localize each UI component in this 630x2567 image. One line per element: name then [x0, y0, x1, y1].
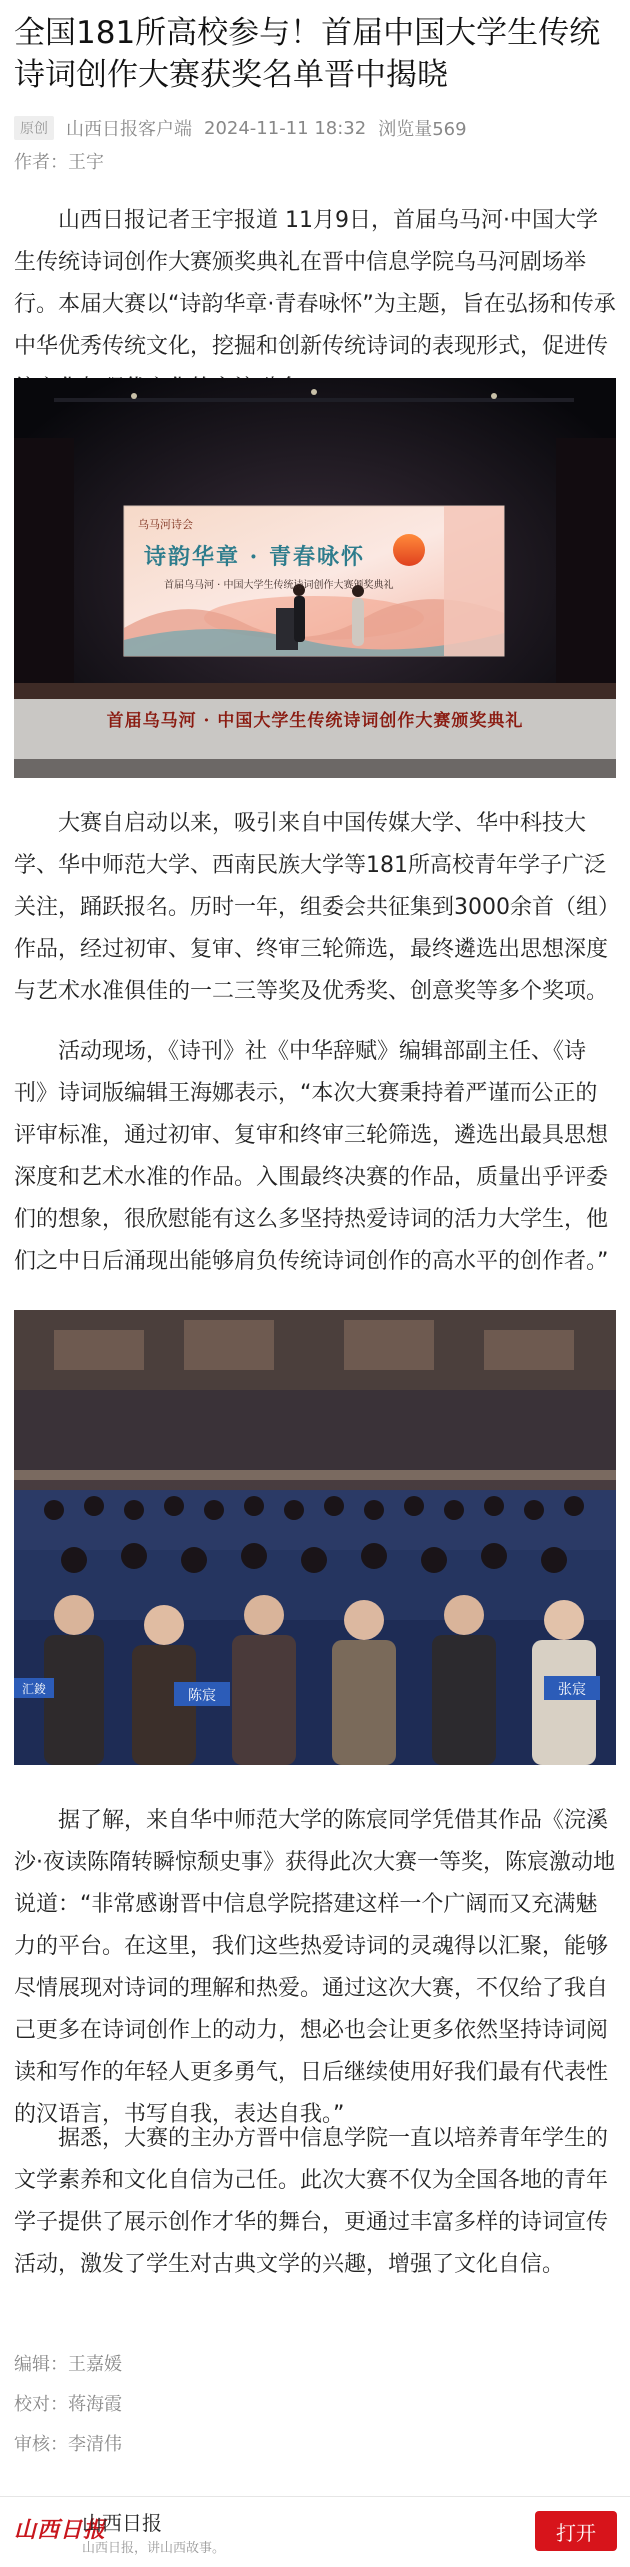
- credit-editor: 编辑：王嘉媛: [14, 2354, 122, 2375]
- paragraph-overview: 大赛自启动以来，吸引来自中国传媒大学、华中科技大学、华中师范大学、西南民族大学等181所高校青年学子广泛关注，踊跃报名。历时一年，组委会共征集到3000余首（组）作品，经过初审、复审、终审三轮筛选，最终遴选出思想深度与艺术水准俱佳的一二三等奖及优秀奖、创意奖等多个奖项。: [14, 811, 609, 1004]
- paragraph-judge-quote: 活动现场，《诗刊》社《中华辞赋》编辑部副主任、《诗刊》诗词版编辑王海娜表示，“本次大赛秉持着严谨而公正的评审标准，通过初审、复审和终审三轮筛选，遴选出最具思想深度和艺术水准的作品。入围最终决赛的作品，质量出乎评委们的想象，很欣慰能有这么多坚持热爱诗词的活力大学生，他们之中日后涌现出能够肩负传统诗词创作的高水平的创作者。”: [14, 1039, 609, 1274]
- app-logo: 山西日报: [14, 2517, 107, 2543]
- article-meta: [14, 116, 467, 140]
- original-badge: 原创: [14, 116, 54, 140]
- paragraph-winner-quote: 据了解，来自华中师范大学的陈宸同学凭借其作品《浣溪沙·夜读陈隋转瞬惊颓史事》获得此次大赛一等奖，陈宸激动地说道：“非常感谢晋中信息学院搭建这样一个广阔而又充满魅力的平台。在这里，我们这些热爱诗词的灵魂得以汇聚，能够尽情展现对诗词的理解和热爱。通过这次大赛，不仅给了我自己更多在诗词创作上的动力，想必也会让更多依然坚持诗词阅读和写作的年轻人更多勇气，日后继续使用好我们最有代表性的汉语言，书写自我，表达自我。”: [14, 1808, 615, 2127]
- view-count: 浏览量569: [378, 119, 467, 140]
- publish-datetime: 2024-11-11 18:32: [204, 117, 367, 139]
- article-title: 全国181所高校参与！首届中国大学生传统诗词创作大赛获奖名单晋中揭晓: [14, 15, 601, 93]
- screen-small-title: 乌马河诗会: [138, 518, 193, 531]
- stage-banner: 首届乌马河 · 中国大学生传统诗词创作大赛颁奖典礼: [106, 711, 524, 731]
- seat-name-card: 陈宸: [188, 1688, 216, 1704]
- screen-title: 诗韵华章 · 青春咏怀: [144, 544, 365, 570]
- author-line: 作者：王宇: [14, 152, 104, 173]
- paragraph-intro: 山西日报记者王宇报道 11月9日，首届乌马河·中国大学生传统诗词创作大赛颁奖典礼在晋中信息学院乌马河剧场举行。本届大赛以“诗韵华章·青春咏怀”为主题，旨在弘扬和传承中华优秀传统文化，挖掘和创新传统诗词的表现形式，促进传: [14, 208, 616, 359]
- audience-photo[interactable]: [14, 1310, 616, 1765]
- open-app-button[interactable]: 打开: [535, 2511, 617, 2551]
- app-slogan: 山西日报，讲山西故事。: [82, 2541, 226, 2556]
- ceremony-stage-photo[interactable]: [14, 378, 616, 778]
- app-download-bar: [0, 2496, 630, 2567]
- credit-proofreader: 校对：蒋海霞: [14, 2394, 122, 2415]
- paragraph-organizer: 据悉，大赛的主办方晋中信息学院一直以培养青年学生的文学素养和文化自信为己任。此次大赛不仅为全国各地的青年学子提供了展示创作才华的舞台，更通过丰富多样的诗词宣传活动，激发了学生对古典文学的兴趣，增强了文化自信。: [14, 2126, 609, 2277]
- app-name: 山西日报: [82, 2511, 162, 2535]
- audience-scene: [14, 1310, 616, 1765]
- credit-reviewer: 审核：李清伟: [14, 2434, 122, 2455]
- seat-name-card: 汇鋑: [21, 1682, 46, 1696]
- source-name[interactable]: 山西日报客户端: [66, 119, 192, 140]
- screen-subtitle: 首届乌马河 · 中国大学生传统诗词创作大赛颁奖典礼: [164, 580, 394, 591]
- seat-name-card: 张宸: [558, 1682, 586, 1698]
